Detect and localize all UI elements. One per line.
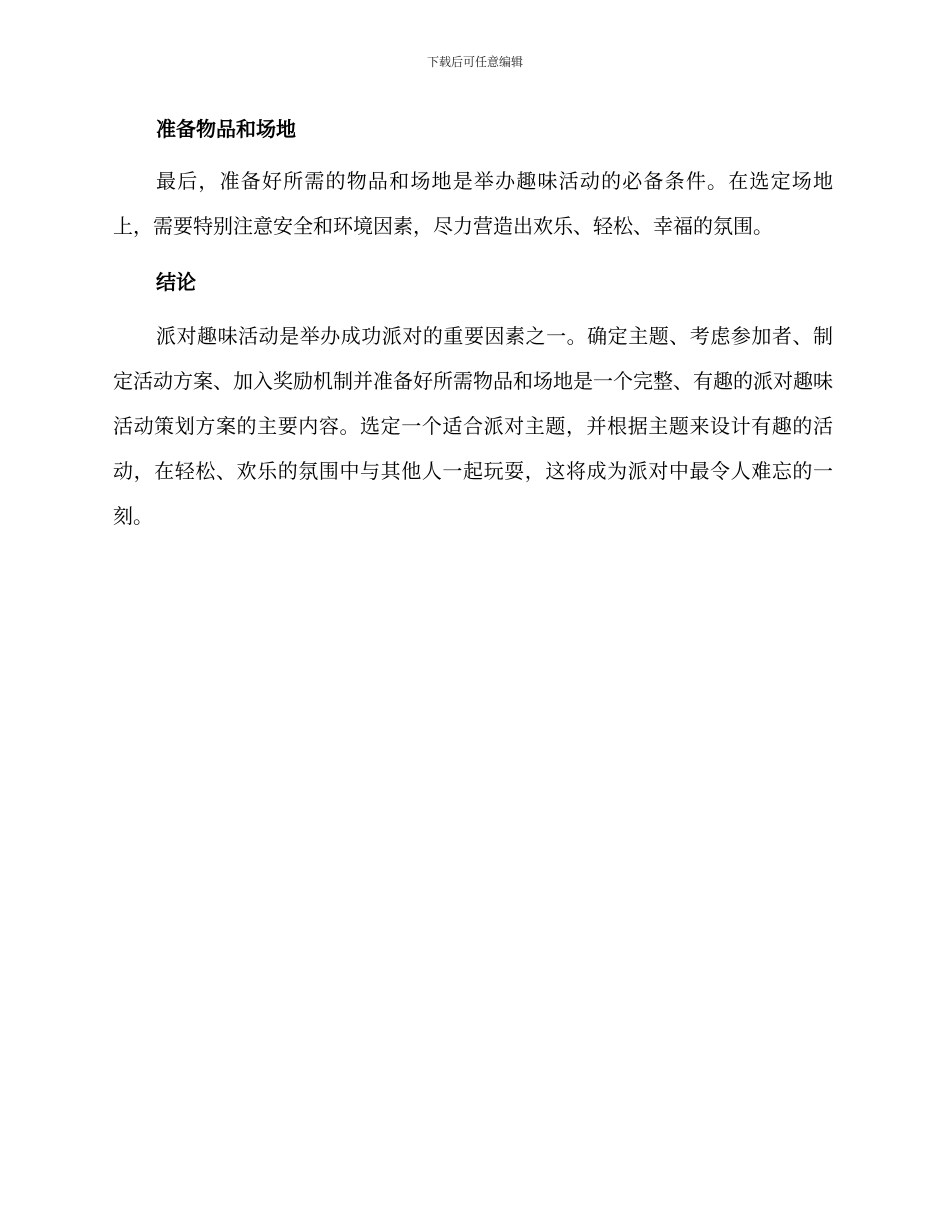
page-header: 下载后可任意编辑 xyxy=(426,55,523,69)
section-heading-conclusion: 结论 xyxy=(156,270,196,294)
section-heading-preparation: 准备物品和场地 xyxy=(156,117,296,141)
section-paragraph-preparation: 最后，准备好所需的物品和场地是举办趣味活动的必备条件。在选定场地上，需要特别注意安全和环境因素，尽力营造出欢乐、轻松、幸福的氛围。 xyxy=(113,169,833,238)
section-paragraph-conclusion: 派对趣味活动是举办成功派对的重要因素之一。确定主题、考虑参加者、制定活动方案、加入奖励机制并准备好所需物品和场地是一个完整、有趣的派对趣味活动策划方案的主要内容。选定一个适合派对主题，并根据主题来设计有趣的活动，在轻松、欢乐的氛围中与其他人一起玩耍，这将成为派对中最令人难忘的一刻。 xyxy=(113,324,833,528)
document-body xyxy=(113,108,833,539)
